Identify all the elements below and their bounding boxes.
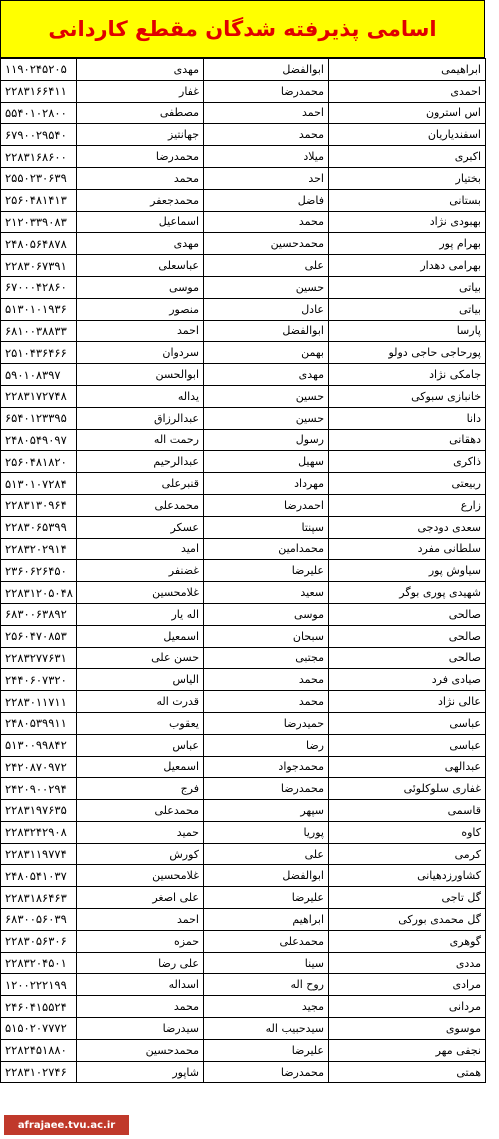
father-name-cell: بهمن — [204, 342, 329, 364]
student-id-cell: ۲۵۵۰۲۳۰۶۳۹ — [1, 167, 77, 189]
first-name-cell: قدرت اله — [77, 691, 204, 713]
table-row — [1, 691, 486, 713]
table-row — [1, 473, 486, 495]
student-id-cell: ۲۲۸۳۲۴۲۹۰۸ — [1, 821, 77, 843]
student-id-cell: ۲۳۶۰۶۲۶۴۵۰ — [1, 560, 77, 582]
student-id-cell: ۲۴۸۰۵۴۱۰۳۷ — [1, 865, 77, 887]
father-name-cell: سپنتا — [204, 516, 329, 538]
table-row — [1, 756, 486, 778]
table-row — [1, 385, 486, 407]
father-name-cell: محمدامین — [204, 538, 329, 560]
last-name-cell: دانا — [329, 407, 486, 429]
first-name-cell: الیاس — [77, 669, 204, 691]
father-name-cell: احمدرضا — [204, 494, 329, 516]
first-name-cell: مهدی — [77, 233, 204, 255]
last-name-cell: پارسا — [329, 320, 486, 342]
student-id-cell: ۲۵۶۰۴۸۱۴۱۳ — [1, 189, 77, 211]
father-name-cell: ابوالفضل — [204, 865, 329, 887]
last-name-cell: صالحی — [329, 647, 486, 669]
student-id-cell: ۲۱۲۰۳۳۹۰۸۳ — [1, 211, 77, 233]
table-row — [1, 146, 486, 168]
first-name-cell: محمدرضا — [77, 146, 204, 168]
last-name-cell: دهقانی — [329, 429, 486, 451]
last-name-cell: خانبازی سبوکی — [329, 385, 486, 407]
last-name-cell: عباسی — [329, 734, 486, 756]
father-name-cell: احمد — [204, 102, 329, 124]
last-name-cell: بهرام پور — [329, 233, 486, 255]
last-name-cell: بستانی — [329, 189, 486, 211]
table-row — [1, 669, 486, 691]
last-name-cell: مرادی — [329, 974, 486, 996]
student-id-cell: ۶۸۳۰۰۶۳۸۹۲ — [1, 603, 77, 625]
father-name-cell: علیرضا — [204, 560, 329, 582]
last-name-cell: همتی — [329, 1061, 486, 1083]
first-name-cell: یعقوب — [77, 712, 204, 734]
table-row — [1, 255, 486, 277]
last-name-cell: سیاوش پور — [329, 560, 486, 582]
last-name-cell: ربیعتی — [329, 473, 486, 495]
father-name-cell: محمدرضا — [204, 80, 329, 102]
father-name-cell: محمد — [204, 124, 329, 146]
father-name-cell: محمدعلی — [204, 930, 329, 952]
student-id-cell: ۲۲۸۳۱۶۶۴۱۱ — [1, 80, 77, 102]
father-name-cell: مهدی — [204, 364, 329, 386]
father-name-cell: حسین — [204, 407, 329, 429]
first-name-cell: غلامحسین — [77, 582, 204, 604]
student-id-cell: ۲۵۱۰۴۳۶۴۶۶ — [1, 342, 77, 364]
student-id-cell: ۵۱۳۰۱۰۱۹۳۶ — [1, 298, 77, 320]
father-name-cell: احد — [204, 167, 329, 189]
student-id-cell: ۵۹۰۱۰۸۳۹۷ — [1, 364, 77, 386]
student-id-cell: ۲۴۶۰۴۱۵۵۲۴ — [1, 996, 77, 1018]
father-name-cell: علی — [204, 843, 329, 865]
table-row — [1, 625, 486, 647]
table-row — [1, 909, 486, 931]
father-name-cell: مجید — [204, 996, 329, 1018]
first-name-cell: غلامحسین — [77, 865, 204, 887]
table-row — [1, 887, 486, 909]
student-id-cell: ۲۲۸۳۰۶۵۳۹۹ — [1, 516, 77, 538]
father-name-cell: سپهر — [204, 800, 329, 822]
table-row — [1, 516, 486, 538]
first-name-cell: ابوالحسن — [77, 364, 204, 386]
last-name-cell: گل تاجی — [329, 887, 486, 909]
last-name-cell: اکبری — [329, 146, 486, 168]
last-name-cell: بیاتی — [329, 298, 486, 320]
last-name-cell: احمدی — [329, 80, 486, 102]
last-name-cell: شهیدی پوری بوگر — [329, 582, 486, 604]
first-name-cell: رحمت اله — [77, 429, 204, 451]
table-row — [1, 233, 486, 255]
first-name-cell: منصور — [77, 298, 204, 320]
table-row — [1, 1061, 486, 1083]
last-name-cell: صالحی — [329, 603, 486, 625]
first-name-cell: عبدالرزاق — [77, 407, 204, 429]
first-name-cell: امید — [77, 538, 204, 560]
first-name-cell: عسکر — [77, 516, 204, 538]
table-row — [1, 712, 486, 734]
student-id-cell: ۲۲۸۳۱۰۲۷۴۶ — [1, 1061, 77, 1083]
first-name-cell: اسداله — [77, 974, 204, 996]
father-name-cell: عادل — [204, 298, 329, 320]
father-name-cell: علیرضا — [204, 1039, 329, 1061]
last-name-cell: موسوی — [329, 1018, 486, 1040]
father-name-cell: حسین — [204, 385, 329, 407]
last-name-cell: کشاورزدهیانی — [329, 865, 486, 887]
first-name-cell: سردوان — [77, 342, 204, 364]
father-name-cell: محمدحسین — [204, 233, 329, 255]
father-name-cell: رسول — [204, 429, 329, 451]
table-row — [1, 843, 486, 865]
last-name-cell: بهرامی دهدار — [329, 255, 486, 277]
student-id-cell: ۱۲۰۰۲۲۲۱۹۹ — [1, 974, 77, 996]
student-id-cell: ۲۲۸۳۱۱۹۷۷۴ — [1, 843, 77, 865]
student-id-cell: ۲۵۶۰۴۷۰۸۵۳ — [1, 625, 77, 647]
last-name-cell: مددی — [329, 952, 486, 974]
student-id-cell: ۲۴۲۰۸۷۰۹۷۲ — [1, 756, 77, 778]
first-name-cell: حمزه — [77, 930, 204, 952]
student-id-cell: ۵۵۴۰۱۰۲۸۰۰ — [1, 102, 77, 124]
student-id-cell: ۵۱۵۰۲۰۷۷۷۲ — [1, 1018, 77, 1040]
table-row — [1, 211, 486, 233]
table-row — [1, 538, 486, 560]
table-row — [1, 582, 486, 604]
last-name-cell: غفاری سلوکلوئی — [329, 778, 486, 800]
page-title: اسامی پذیرفته شدگان مقطع کاردانی — [48, 17, 437, 41]
first-name-cell: علی اصغر — [77, 887, 204, 909]
first-name-cell: محمدحسین — [77, 1039, 204, 1061]
first-name-cell: اسمعیل — [77, 756, 204, 778]
first-name-cell: محمد — [77, 996, 204, 1018]
table-row — [1, 1039, 486, 1061]
student-id-cell: ۶۵۴۰۱۲۳۳۹۵ — [1, 407, 77, 429]
first-name-cell: احمد — [77, 909, 204, 931]
student-id-cell: ۲۲۸۳۱۳۰۹۶۴ — [1, 494, 77, 516]
first-name-cell: مهدی — [77, 59, 204, 81]
father-name-cell: محمدرضا — [204, 778, 329, 800]
student-id-cell: ۵۱۳۰۱۰۷۲۸۴ — [1, 473, 77, 495]
site-watermark: afrajaee.tvu.ac.ir — [4, 1115, 129, 1135]
student-id-cell: ۲۲۸۳۰۶۷۳۹۱ — [1, 255, 77, 277]
table-row — [1, 1018, 486, 1040]
father-name-cell: پوریا — [204, 821, 329, 843]
first-name-cell: غضنفر — [77, 560, 204, 582]
father-name-cell: محمدرضا — [204, 1061, 329, 1083]
father-name-cell: سیدحبیب اله — [204, 1018, 329, 1040]
first-name-cell: عبدالرحیم — [77, 451, 204, 473]
table-row — [1, 560, 486, 582]
student-id-cell: ۲۲۸۳۰۵۶۳۰۶ — [1, 930, 77, 952]
last-name-cell: گوهری — [329, 930, 486, 952]
student-id-cell: ۶۸۳۰۰۵۶۰۳۹ — [1, 909, 77, 931]
last-name-cell: صالحی — [329, 625, 486, 647]
father-name-cell: ابوالفضل — [204, 59, 329, 81]
table-row — [1, 800, 486, 822]
father-name-cell: محمدجواد — [204, 756, 329, 778]
first-name-cell: محمدجعفر — [77, 189, 204, 211]
last-name-cell: قاسمی — [329, 800, 486, 822]
father-name-cell: حمیدرضا — [204, 712, 329, 734]
last-name-cell: عالی نژاد — [329, 691, 486, 713]
table-row — [1, 276, 486, 298]
student-id-cell: ۵۱۳۰۰۹۹۸۴۲ — [1, 734, 77, 756]
last-name-cell: سعدی دودجی — [329, 516, 486, 538]
table-row — [1, 124, 486, 146]
table-row — [1, 407, 486, 429]
last-name-cell: ابراهیمی — [329, 59, 486, 81]
last-name-cell: ذاکری — [329, 451, 486, 473]
last-name-cell: نجفی مهر — [329, 1039, 486, 1061]
father-name-cell: محمد — [204, 691, 329, 713]
first-name-cell: سیدرضا — [77, 1018, 204, 1040]
table-row — [1, 298, 486, 320]
student-id-cell: ۲۴۸۰۵۶۴۸۷۸ — [1, 233, 77, 255]
father-name-cell: میلاد — [204, 146, 329, 168]
student-id-cell: ۶۸۱۰۰۳۸۸۳۳ — [1, 320, 77, 342]
first-name-cell: فرج — [77, 778, 204, 800]
first-name-cell: اله یار — [77, 603, 204, 625]
table-row — [1, 996, 486, 1018]
student-id-cell: ۲۲۸۳۲۷۷۶۳۱ — [1, 647, 77, 669]
table-row — [1, 603, 486, 625]
student-id-cell: ۲۲۸۳۱۲۰۵۰۴۸ — [1, 582, 77, 604]
last-name-cell: بهبودی نژاد — [329, 211, 486, 233]
father-name-cell: سعید — [204, 582, 329, 604]
table-row — [1, 80, 486, 102]
father-name-cell: فاضل — [204, 189, 329, 211]
student-id-cell: ۲۲۸۳۱۷۲۷۴۸ — [1, 385, 77, 407]
father-name-cell: موسی — [204, 603, 329, 625]
last-name-cell: بختیار — [329, 167, 486, 189]
student-id-cell: ۲۲۸۳۱۸۶۴۶۳ — [1, 887, 77, 909]
student-id-cell: ۲۲۸۳۱۹۷۶۳۵ — [1, 800, 77, 822]
table-row — [1, 821, 486, 843]
first-name-cell: محمد — [77, 167, 204, 189]
table-row — [1, 364, 486, 386]
admitted-students-table — [0, 58, 486, 1083]
table-row — [1, 451, 486, 473]
table-row — [1, 320, 486, 342]
first-name-cell: علی رضا — [77, 952, 204, 974]
table-row — [1, 102, 486, 124]
student-id-cell: ۲۲۸۳۲۰۲۹۱۴ — [1, 538, 77, 560]
first-name-cell: محمدعلی — [77, 800, 204, 822]
last-name-cell: بیاتی — [329, 276, 486, 298]
student-id-cell: ۲۴۴۰۶۰۷۳۲۰ — [1, 669, 77, 691]
student-id-cell: ۲۲۸۳۲۰۴۵۰۱ — [1, 952, 77, 974]
first-name-cell: جهانتیز — [77, 124, 204, 146]
first-name-cell: مصطفی — [77, 102, 204, 124]
father-name-cell: مجتبی — [204, 647, 329, 669]
last-name-cell: گل محمدی بورکی — [329, 909, 486, 931]
first-name-cell: قنبرعلی — [77, 473, 204, 495]
table-row — [1, 494, 486, 516]
father-name-cell: رضا — [204, 734, 329, 756]
student-id-cell: ۲۲۸۲۴۵۱۸۸۰ — [1, 1039, 77, 1061]
father-name-cell: روح اله — [204, 974, 329, 996]
last-name-cell: سلطانی مفرد — [329, 538, 486, 560]
first-name-cell: عباس — [77, 734, 204, 756]
first-name-cell: محمدعلی — [77, 494, 204, 516]
table-row — [1, 778, 486, 800]
first-name-cell: احمد — [77, 320, 204, 342]
father-name-cell: ابوالفضل — [204, 320, 329, 342]
first-name-cell: شاپور — [77, 1061, 204, 1083]
table-row — [1, 342, 486, 364]
last-name-cell: اسفندیاریان — [329, 124, 486, 146]
student-id-cell: ۲۲۸۳۱۶۸۶۰۰ — [1, 146, 77, 168]
last-name-cell: جامکی نژاد — [329, 364, 486, 386]
last-name-cell: عبدالهی — [329, 756, 486, 778]
table-row — [1, 59, 486, 81]
student-id-cell: ۲۲۸۳۰۱۱۷۱۱ — [1, 691, 77, 713]
first-name-cell: حمید — [77, 821, 204, 843]
father-name-cell: سهیل — [204, 451, 329, 473]
father-name-cell: سبحان — [204, 625, 329, 647]
student-id-cell: ۶۷۹۰۰۲۹۵۴۰ — [1, 124, 77, 146]
student-id-cell: ۱۱۹۰۲۴۵۲۰۵ — [1, 59, 77, 81]
last-name-cell: کاوه — [329, 821, 486, 843]
table-row — [1, 189, 486, 211]
father-name-cell: محمد — [204, 211, 329, 233]
first-name-cell: یداله — [77, 385, 204, 407]
last-name-cell: کرمی — [329, 843, 486, 865]
first-name-cell: اسمعیل — [77, 625, 204, 647]
table-row — [1, 930, 486, 952]
first-name-cell: حسن علی — [77, 647, 204, 669]
student-id-cell: ۲۴۸۰۵۴۹۰۹۷ — [1, 429, 77, 451]
father-name-cell: ابراهیم — [204, 909, 329, 931]
student-id-cell: ۲۵۶۰۴۸۱۸۲۰ — [1, 451, 77, 473]
table-body — [1, 59, 486, 1083]
last-name-cell: مردانی — [329, 996, 486, 1018]
last-name-cell: زارع — [329, 494, 486, 516]
table-row — [1, 429, 486, 451]
student-id-cell: ۲۴۲۰۹۰۰۲۹۴ — [1, 778, 77, 800]
student-id-cell: ۲۴۸۰۵۳۹۹۱۱ — [1, 712, 77, 734]
father-name-cell: محمد — [204, 669, 329, 691]
first-name-cell: اسماعیل — [77, 211, 204, 233]
last-name-cell: پورحاجی حاجی دولو — [329, 342, 486, 364]
first-name-cell: غفار — [77, 80, 204, 102]
table-row — [1, 952, 486, 974]
first-name-cell: کورش — [77, 843, 204, 865]
table-row — [1, 647, 486, 669]
table-row — [1, 865, 486, 887]
father-name-cell: حسین — [204, 276, 329, 298]
table-row — [1, 734, 486, 756]
page-header — [0, 0, 485, 58]
student-id-cell: ۶۷۰۰۰۴۲۸۶۰ — [1, 276, 77, 298]
first-name-cell: موسی — [77, 276, 204, 298]
last-name-cell: اس استرون — [329, 102, 486, 124]
table-row — [1, 167, 486, 189]
last-name-cell: عباسی — [329, 712, 486, 734]
father-name-cell: علیرضا — [204, 887, 329, 909]
father-name-cell: علی — [204, 255, 329, 277]
last-name-cell: صیادی فرد — [329, 669, 486, 691]
table-row — [1, 974, 486, 996]
father-name-cell: سینا — [204, 952, 329, 974]
father-name-cell: مهرداد — [204, 473, 329, 495]
first-name-cell: عباسعلی — [77, 255, 204, 277]
